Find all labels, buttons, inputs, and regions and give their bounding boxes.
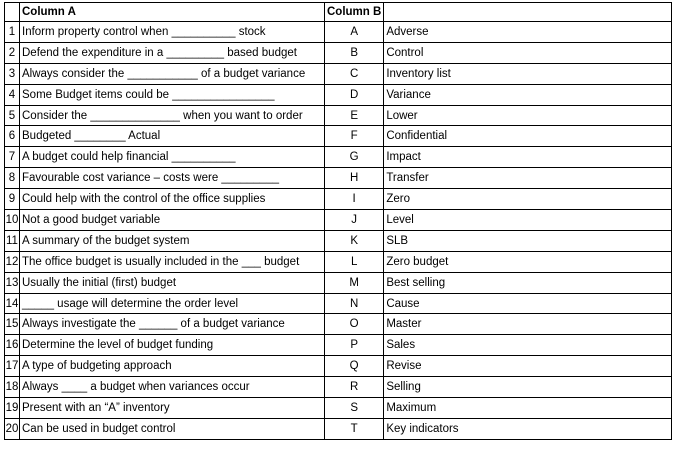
row-number: 20 — [5, 418, 20, 439]
column-a-item: Inform property control when __________ stock — [20, 22, 325, 43]
column-b-item: Lower — [384, 105, 672, 126]
column-a-item: Present with an “A” inventory — [20, 398, 325, 419]
row-number: 18 — [5, 377, 20, 398]
column-a-item: Not a good budget variable — [20, 210, 325, 231]
column-a-item: Some Budget items could be ________________ — [20, 84, 325, 105]
column-b-item: Confidential — [384, 126, 672, 147]
table-row — [5, 210, 672, 231]
column-b-item: Inventory list — [384, 63, 672, 84]
column-b-item: Selling — [384, 377, 672, 398]
column-b-item: Level — [384, 210, 672, 231]
row-number: 4 — [5, 84, 20, 105]
row-number: 3 — [5, 63, 20, 84]
row-number: 1 — [5, 22, 20, 43]
column-b-letter: E — [325, 105, 384, 126]
column-b-item: SLB — [384, 230, 672, 251]
column-b-header-blank — [384, 3, 672, 22]
column-a-item: Defend the expenditure in a _________ based budget — [20, 42, 325, 63]
row-number: 6 — [5, 126, 20, 147]
table-body — [5, 22, 672, 440]
column-a-item: Favourable cost variance – costs were _________ — [20, 168, 325, 189]
table-row — [5, 147, 672, 168]
column-b-item: Master — [384, 314, 672, 335]
column-a-item: A summary of the budget system — [20, 230, 325, 251]
column-b-letter: K — [325, 230, 384, 251]
column-b-item: Sales — [384, 335, 672, 356]
column-b-item: Key indicators — [384, 418, 672, 439]
column-b-item: Impact — [384, 147, 672, 168]
row-number: 11 — [5, 230, 20, 251]
row-number: 19 — [5, 398, 20, 419]
table-row — [5, 251, 672, 272]
row-number: 16 — [5, 335, 20, 356]
column-a-item: Usually the initial (first) budget — [20, 272, 325, 293]
row-number: 10 — [5, 210, 20, 231]
table-row — [5, 418, 672, 439]
row-number: 12 — [5, 251, 20, 272]
row-number: 17 — [5, 356, 20, 377]
row-number: 5 — [5, 105, 20, 126]
column-b-item: Best selling — [384, 272, 672, 293]
column-b-item: Transfer — [384, 168, 672, 189]
column-b-letter: Q — [325, 356, 384, 377]
table-row — [5, 84, 672, 105]
column-b-letter: P — [325, 335, 384, 356]
table-row — [5, 126, 672, 147]
column-b-letter: I — [325, 189, 384, 210]
column-b-letter: C — [325, 63, 384, 84]
table-row — [5, 230, 672, 251]
table-row — [5, 293, 672, 314]
column-b-letter: G — [325, 147, 384, 168]
table-row — [5, 335, 672, 356]
row-number: 13 — [5, 272, 20, 293]
column-b-header: Column B — [325, 3, 384, 22]
table-row — [5, 314, 672, 335]
column-b-letter: T — [325, 418, 384, 439]
table-row — [5, 42, 672, 63]
matching-table — [4, 2, 672, 440]
column-b-letter: S — [325, 398, 384, 419]
column-b-letter: O — [325, 314, 384, 335]
column-a-item: The office budget is usually included in the ___ budget — [20, 251, 325, 272]
column-b-item: Adverse — [384, 22, 672, 43]
row-number: 9 — [5, 189, 20, 210]
column-b-item: Revise — [384, 356, 672, 377]
column-b-item: Control — [384, 42, 672, 63]
column-a-item: Budgeted ________ Actual — [20, 126, 325, 147]
header-number-cell — [5, 3, 20, 22]
column-a-item: Always investigate the ______ of a budget variance — [20, 314, 325, 335]
column-b-letter: D — [325, 84, 384, 105]
row-number: 15 — [5, 314, 20, 335]
row-number: 2 — [5, 42, 20, 63]
row-number: 8 — [5, 168, 20, 189]
column-b-item: Maximum — [384, 398, 672, 419]
header-row — [5, 3, 672, 22]
column-b-letter: J — [325, 210, 384, 231]
column-b-letter: B — [325, 42, 384, 63]
column-a-item: Consider the ______________ when you want to order — [20, 105, 325, 126]
column-a-item: Can be used in budget control — [20, 418, 325, 439]
table-row — [5, 105, 672, 126]
column-a-item: Could help with the control of the office supplies — [20, 189, 325, 210]
column-b-item: Zero — [384, 189, 672, 210]
table-row — [5, 189, 672, 210]
table-row — [5, 63, 672, 84]
column-b-item: Zero budget — [384, 251, 672, 272]
column-b-letter: N — [325, 293, 384, 314]
column-b-letter: F — [325, 126, 384, 147]
column-a-item: _____ usage will determine the order level — [20, 293, 325, 314]
column-a-item: Determine the level of budget funding — [20, 335, 325, 356]
column-b-letter: M — [325, 272, 384, 293]
column-b-item: Variance — [384, 84, 672, 105]
table-row — [5, 356, 672, 377]
column-a-header: Column A — [20, 3, 325, 22]
column-b-letter: R — [325, 377, 384, 398]
column-a-item: A type of budgeting approach — [20, 356, 325, 377]
table-row — [5, 398, 672, 419]
row-number: 14 — [5, 293, 20, 314]
column-b-letter: H — [325, 168, 384, 189]
table-row — [5, 377, 672, 398]
table-row — [5, 272, 672, 293]
column-b-letter: A — [325, 22, 384, 43]
table-row — [5, 22, 672, 43]
column-b-letter: L — [325, 251, 384, 272]
column-a-item: Always consider the ___________ of a budget variance — [20, 63, 325, 84]
column-a-item: Always ____ a budget when variances occur — [20, 377, 325, 398]
table-row — [5, 168, 672, 189]
column-b-item: Cause — [384, 293, 672, 314]
row-number: 7 — [5, 147, 20, 168]
column-a-item: A budget could help financial __________ — [20, 147, 325, 168]
